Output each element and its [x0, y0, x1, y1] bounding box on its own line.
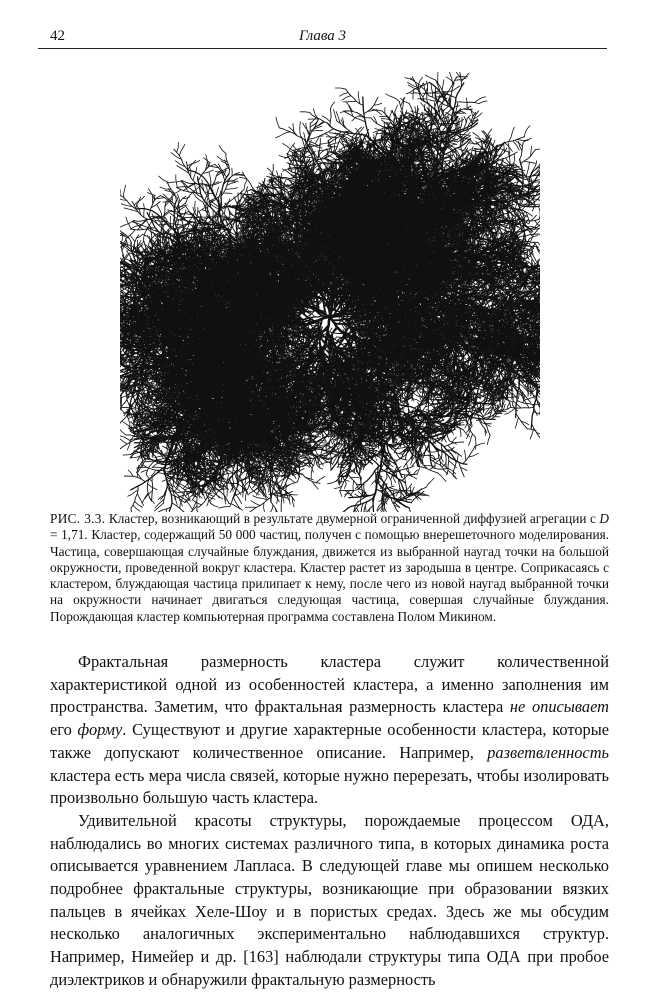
dla-cluster-figure	[120, 72, 540, 512]
caption-text-2: Кластер, содержащий 50 000 частиц, получен с помощью внерешеточного моделирования. Частица, совершающая случайные блуждания, движется из выбранной наугад точки на большой окружности, проведенной вокруг кластера. Кластер растет из зародыша в центре. Соприкасаясь с кластером, блуждающая частица прилипает к нему, после чего из новой наугад выбранной точки на окружности начинает двигаться следующая частица, совершая случайные блуждания. Порождающая кластер компьютерная программа составлена Полом Микином.	[50, 527, 609, 623]
caption-d-value: = 1,71.	[50, 527, 88, 542]
caption-text-1: Кластер, возникающий в результате двумерной ограниченной диффузией агрегации с	[109, 511, 600, 526]
page-number: 42	[50, 28, 65, 45]
dla-cluster-image	[120, 72, 540, 512]
p1-text-d: кластера есть мера числа связей, которые нужно перерезать, чтобы изолировать произвольно большую часть кластера.	[50, 766, 609, 808]
p1-emphasis-3: разветвленность	[487, 743, 609, 762]
page-header	[38, 26, 607, 49]
p1-text-a: Фрактальная размерность кластера служит количественной характеристикой одной из особенностей кластера, а именно заполнения им пространства. Заметим, что фрактальная размерность кластера	[50, 652, 609, 716]
caption-d-symbol: D	[599, 511, 609, 526]
body-text	[50, 651, 609, 992]
figure-caption	[50, 511, 609, 625]
p1-emphasis-1: не описывает	[510, 697, 609, 716]
p1-emphasis-2: форму	[78, 720, 123, 739]
paragraph-1	[50, 651, 609, 810]
figure-label: РИС. 3.3.	[50, 511, 105, 526]
p1-text-c: . Существуют и другие характерные особенности кластера, которые также допускают количественное описание. Например,	[50, 720, 609, 762]
p1-text-b: его	[50, 720, 78, 739]
paragraph-2: Удивительной красоты структуры, порождаемые процессом ОДА, наблюдались во многих системах различного типа, в которых динамика роста описывается уравнением Лапласа. В следующей главе мы опишем несколько подробнее фрактальные структуры, возникающие при образовании вязких пальцев в ячейках Хеле-Шоу и в пористых средах. Здесь же мы обсудим несколько аналогичных экспериментально наблюдавшихся структур. Например, Нимейер и др. [163] наблюдали структуры типа ОДА при пробое диэлектриков и обнаружили фрактальную размерность	[50, 810, 609, 992]
running-head: Глава 3	[38, 28, 607, 45]
